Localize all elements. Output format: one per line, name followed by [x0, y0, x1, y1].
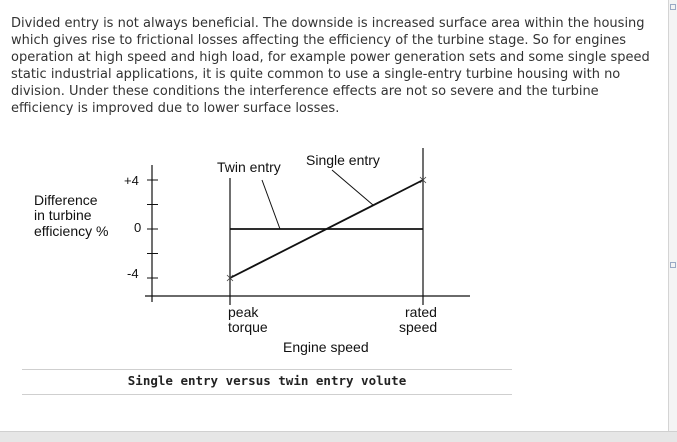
caption-top-rule [22, 369, 512, 370]
y-tick-label: +4 [124, 173, 139, 188]
x-tick-label-peak-line2: torque [228, 319, 268, 335]
x-tick-label-rated-line1: rated [405, 304, 437, 320]
single-entry-label: Single entry [306, 152, 380, 168]
horizontal-scrollbar[interactable] [0, 431, 677, 442]
y-tick-label: -4 [127, 266, 139, 281]
twin-entry-label: Twin entry [217, 159, 281, 175]
article-paragraph: Divided entry is not always beneficial. The downside is increased surface area within the housing which gives rise to frictional losses affecting the efficiency of the turbine stage. So for engines operation at high speed and high load, for example power generation sets and some single speed static industrial applications, it is quite common to use a single-entry turbine housing with no division. Under these conditions the interference effects are not so severe and the turbine efficiency is improved due to lower surface losses. [11, 16, 650, 116]
figure-caption: Single entry versus twin entry volute [127, 373, 407, 388]
scroll-marker [670, 262, 676, 268]
twin-entry-leader [262, 180, 280, 229]
vertical-scrollbar[interactable] [668, 0, 677, 432]
series-layer [227, 177, 426, 281]
series-point-marker [420, 177, 426, 183]
x-axis-label: Engine speed [283, 339, 369, 355]
y-tick-label: 0 [134, 220, 142, 235]
caption-bottom-rule [22, 394, 512, 395]
y-axis-label-line1: Difference [34, 192, 98, 208]
x-tick-label-rated-line2: speed [399, 319, 438, 335]
series-point-marker [227, 275, 233, 281]
scroll-up-arrow[interactable] [670, 4, 676, 10]
y-axis-label-line2: in turbine [34, 207, 92, 223]
y-axis-label-line3: efficiency % [34, 223, 109, 239]
series-line-single-entry [230, 180, 423, 278]
y-ticks [147, 180, 158, 278]
single-entry-leader [332, 170, 373, 205]
x-tick-label-peak-line1: peak [228, 304, 259, 320]
